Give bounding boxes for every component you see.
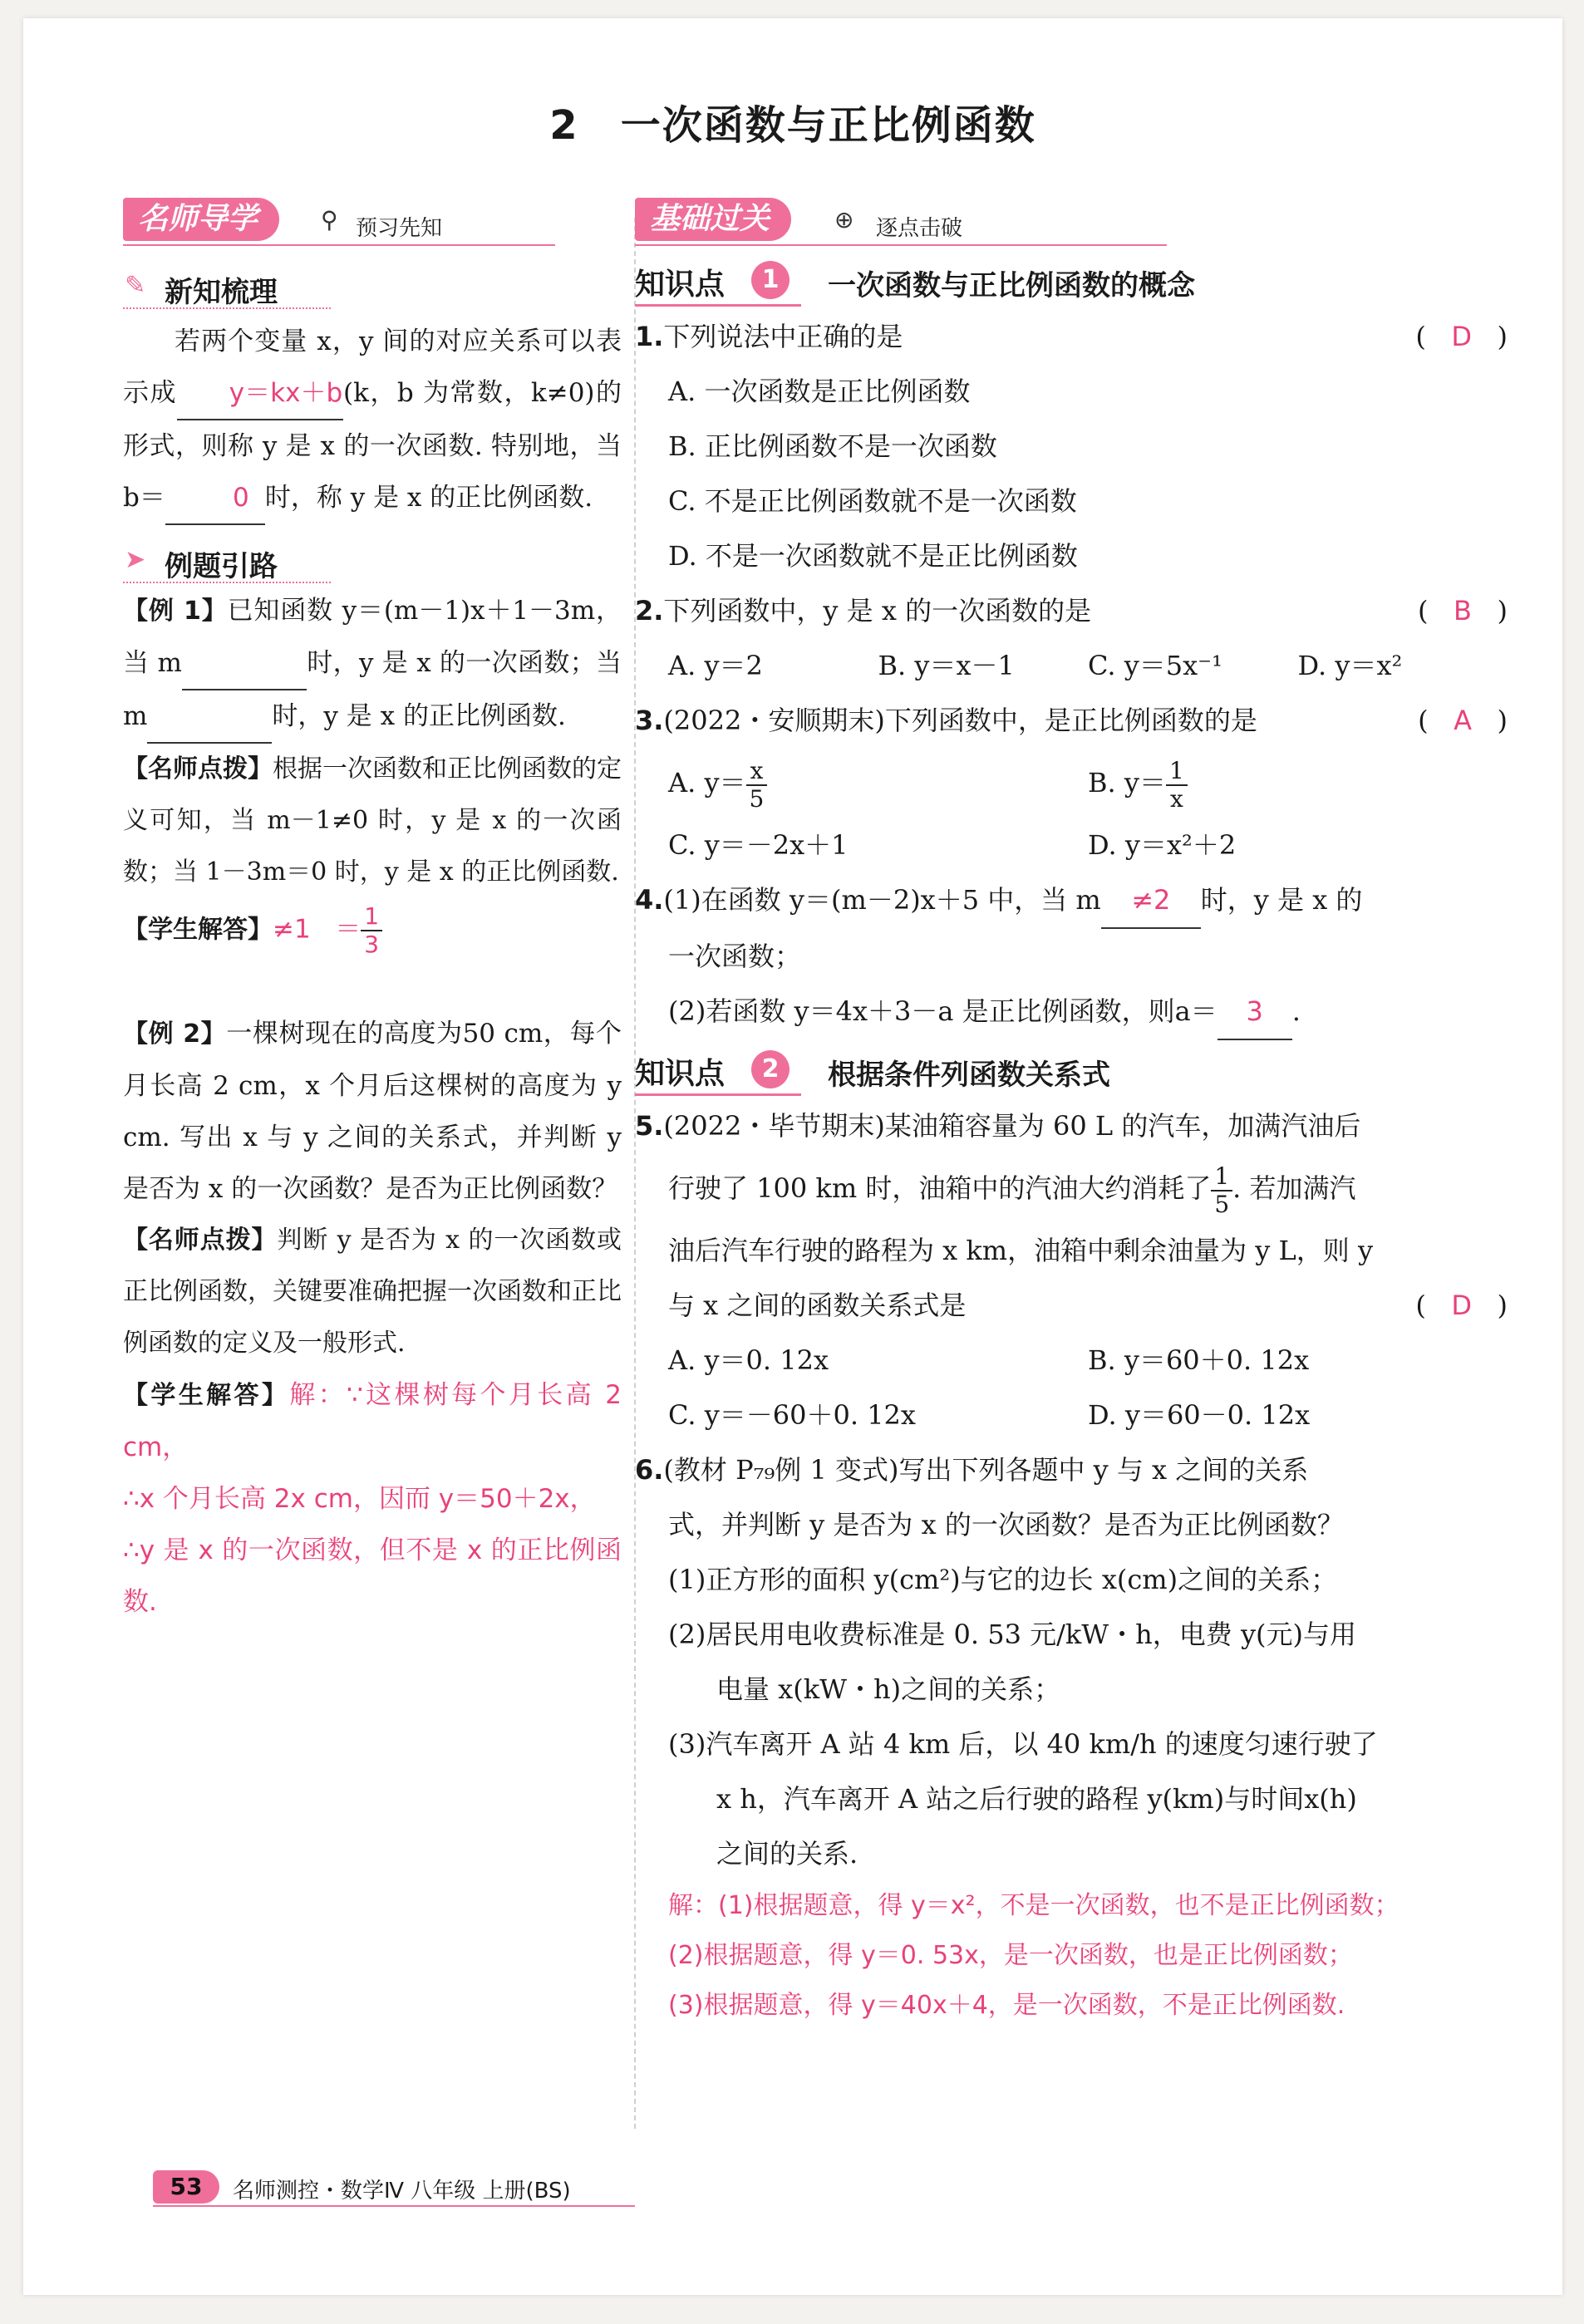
question-4-part-1a: (1)在函数 y＝(m－2)x＋5 中，当 m — [663, 884, 1101, 916]
answer-bracket: ( B ) — [1418, 595, 1508, 626]
example-1-text-b: 时，y 是 x 的一次函数；当 m — [123, 648, 622, 731]
question-stem: 下列说法中正确的是 — [663, 321, 903, 352]
question-6-item-3a: (3)汽车离开 A 站 4 km 后，以 40 km/h 的速度匀速行驶了 — [668, 1728, 1378, 1760]
pencil-icon: ✎ — [125, 271, 146, 300]
option-c: C. y＝－2x＋1 — [668, 829, 849, 861]
question-3 — [635, 693, 1508, 748]
left-banner-tag: 名师导学 — [123, 198, 279, 241]
question-5 — [635, 1098, 1508, 1153]
answer-bracket: ( D ) — [1415, 321, 1508, 352]
fraction-numerator: 1 — [1211, 1163, 1232, 1191]
question-5-line-2 — [635, 1153, 1508, 1223]
answer-2-label: 【学生解答】 — [123, 1381, 290, 1410]
options-row — [635, 748, 1508, 818]
options-row — [635, 638, 1508, 693]
tip-1-text: 根据一次函数和正比例函数的定义可知，当 m－1≠0 时，y 是 x 的一次函数；当 1－3m＝0 时，y 是 x 的正比例函数. — [123, 754, 622, 887]
right-column — [635, 193, 1508, 2031]
example-1-text-c: 时，y 是 x 的正比例函数. — [272, 701, 566, 731]
question-2 — [635, 583, 1508, 638]
tip-2 — [123, 1215, 622, 1369]
xinzhi-text-2: (k，b 为常数，k≠0)的形式，则称 y 是 x 的一次函数. 特别地，当 b＝ — [123, 378, 622, 513]
question-5-line-1: (2022・毕节期末)某油箱容量为 60 L 的汽车，加满汽油后 — [663, 1110, 1361, 1142]
kp1-title: 一次函数与正比例函数的概念 — [828, 269, 1195, 302]
example-1 — [123, 585, 622, 744]
fraction-denominator: 3 — [364, 931, 380, 958]
question-stem: 与 x 之间的函数关系式是 — [668, 1290, 967, 1321]
question-number: 5. — [635, 1110, 664, 1142]
answer-1-value-b: ＝ — [335, 914, 362, 945]
tip-2-text: 判断 y 是否为 x 的一次函数或正比例函数，关键要准确把握一次函数和正比例函数的定义及一般形式. — [123, 1226, 622, 1358]
example-2-label: 【例 2】 — [123, 1020, 227, 1049]
fill-blank: ≠2 — [1101, 872, 1201, 929]
question-5-fraction — [1211, 1163, 1232, 1218]
answer-2 — [123, 1369, 622, 1473]
target-icon: ⊕ — [834, 206, 854, 233]
signpost-icon: ➤ — [125, 545, 146, 574]
xinzhi-text-1: 若两个变量 x，y 间的对应关系可以表示成 — [123, 327, 622, 408]
magnifier-icon: ⚲ — [321, 206, 338, 233]
question-5-line-2a: 行驶了 100 km 时，油箱中的汽油大约消耗了 — [668, 1172, 1212, 1204]
option-b: B. y＝x－1 — [878, 650, 1015, 681]
xinzhi-text-3: 时，称 y 是 x 的正比例函数. — [264, 483, 593, 513]
kp1-tag: 知识点 — [635, 268, 726, 302]
question-number: 4. — [635, 884, 664, 916]
answer-bracket: ( D ) — [1415, 1290, 1508, 1321]
options-row — [635, 1333, 1508, 1388]
option-b — [1088, 748, 1508, 818]
kp2-tag: 知识点 — [635, 1057, 726, 1091]
question-6-line-1: (教材 P₇₉例 1 变式)写出下列各题中 y 与 x 之间的关系 — [663, 1454, 1309, 1486]
fraction-numerator: 1 — [361, 903, 382, 931]
solution-line-3: (3)根据题意，得 y＝40x＋4，是一次函数，不是正比例函数. — [668, 1991, 1345, 2020]
question-number: 6. — [635, 1454, 664, 1486]
footer-line — [153, 2205, 635, 2207]
right-banner-line — [635, 244, 1167, 246]
question-4-part-2a: (2)若函数 y＝4x＋3－a 是正比例函数，则a＝ — [668, 995, 1218, 1027]
answer-2-line-2: ∴x 个月长高 2x cm，因而 y＝50＋2x， — [123, 1484, 596, 1514]
kp1-number: 1 — [751, 261, 790, 299]
page-sheet — [23, 18, 1562, 2295]
section-liti-title: 例题引路 — [165, 550, 278, 583]
question-6 — [635, 1442, 1508, 1497]
option-b-fraction — [1166, 758, 1188, 813]
option-a: A. 一次函数是正比例函数 — [668, 376, 971, 407]
fraction-denominator: 5 — [1214, 1190, 1230, 1218]
answer-bracket: ( A ) — [1418, 705, 1508, 736]
page-title: 2 一次函数与正比例函数 — [549, 102, 1036, 149]
left-banner-sub: 预习先知 — [356, 216, 443, 241]
xinzhi-paragraph — [123, 316, 622, 525]
question-stem: 下列函数中，y 是 x 的一次函数的是 — [663, 595, 1092, 626]
section-underline — [123, 307, 331, 309]
option-b: B. 正比例函数不是一次函数 — [668, 430, 997, 462]
option-a — [668, 748, 1088, 818]
tip-1-label: 【名师点拨】 — [123, 754, 273, 784]
question-6-item-3c: 之间的关系. — [716, 1838, 858, 1870]
fill-blank-1: y＝kx＋b — [177, 367, 343, 420]
question-4-part-1b: 时，y 是 x 的 — [1200, 884, 1363, 916]
question-6-item-2b: 电量 x(kW・h)之间的关系； — [716, 1673, 1061, 1705]
blank — [182, 637, 307, 690]
question-4 — [635, 872, 1508, 929]
question-1 — [635, 309, 1508, 364]
question-4-part-2b: . — [1291, 995, 1301, 1027]
option-a: A. y＝0. 12x — [668, 1344, 829, 1376]
question-number: 2. — [635, 595, 664, 626]
question-5-line-3: 油后汽车行驶的路程为 x km，油箱中剩余油量为 y L，则 y — [668, 1235, 1374, 1266]
example-1-label: 【例 1】 — [123, 597, 228, 626]
solution-line-1: 解：(1)根据题意，得 y＝x²，不是一次函数，也不是正比例函数； — [668, 1891, 1400, 1920]
solution-line-2: (2)根据题意，得 y＝0. 53x，是一次函数，也是正比例函数； — [668, 1941, 1353, 1970]
question-6-item-3b: x h，汽车离开 A 站之后行驶的路程 y(km)与时间x(h) — [716, 1783, 1357, 1815]
section-xinzhi-title: 新知梳理 — [165, 276, 278, 309]
option-b-text: B. y＝ — [1088, 767, 1166, 798]
fraction-numerator: x — [746, 758, 768, 786]
left-banner-line — [123, 244, 555, 246]
answer-1 — [123, 903, 622, 958]
example-1-text-a: 已知函数 y＝(m－1)x＋1－3m，当 m — [123, 596, 622, 678]
answer-1-label: 【学生解答】 — [123, 915, 273, 945]
question-6-item-1: (1)正方形的面积 y(cm²)与它的边长 x(cm)之间的关系； — [668, 1564, 1338, 1595]
fraction-denominator: 5 — [749, 784, 765, 813]
kp2-number: 2 — [751, 1050, 790, 1088]
option-d: D. 不是一次函数就不是正比例函数 — [668, 540, 1078, 572]
answer-2-line-1: 解：∵这棵树每个月长高 2 cm， — [123, 1380, 622, 1462]
kp2-underline — [635, 1093, 801, 1096]
knowledge-point-1 — [635, 258, 1508, 309]
question-number: 1. — [635, 321, 664, 352]
right-banner-sub: 逐点击破 — [876, 216, 963, 241]
question-5-line-4 — [635, 1278, 1508, 1333]
option-a: A. y＝2 — [668, 650, 763, 681]
answer-1-fraction — [361, 903, 382, 958]
knowledge-point-2 — [635, 1047, 1508, 1098]
left-banner — [123, 193, 622, 251]
option-c: C. y＝5x⁻¹ — [1088, 650, 1222, 681]
tip-2-label: 【名师点拨】 — [123, 1226, 278, 1255]
right-banner — [635, 193, 1508, 251]
kp2-title: 根据条件列函数关系式 — [828, 1059, 1110, 1092]
answer-choice: B — [1454, 595, 1472, 626]
option-d: D. y＝x²＋2 — [1088, 829, 1237, 861]
option-c: C. y＝－60＋0. 12x — [668, 1399, 916, 1431]
fill-blank-2: 0 — [165, 472, 265, 525]
question-6-item-2a: (2)居民用电收费标准是 0. 53 元/kW・h，电费 y(元)与用 — [668, 1619, 1356, 1650]
right-banner-tag: 基础过关 — [635, 198, 791, 241]
question-stem: (2022・安顺期末)下列函数中，是正比例函数的是 — [663, 705, 1257, 736]
question-5-line-2b: . 若加满汽 — [1232, 1172, 1356, 1204]
answer-choice: D — [1451, 1290, 1472, 1321]
section-underline — [123, 582, 331, 583]
example-2-text: 一棵树现在的高度为50 cm，每个月长高 2 cm，x 个月后这棵树的高度为 y cm. 写出 x 与 y 之间的关系式，并判断 y 是否为 x 的一次函数？是否为正比例函数？ — [123, 1019, 622, 1204]
example-2 — [123, 1008, 622, 1215]
fraction-numerator: 1 — [1166, 758, 1188, 786]
footer-text: 名师测控・数学Ⅳ 八年级 上册(BS) — [233, 2179, 571, 2204]
section-xinzhi — [123, 263, 622, 311]
fraction-denominator: x — [1169, 784, 1183, 813]
answer-choice: A — [1454, 705, 1472, 736]
option-a-text: A. y＝ — [668, 767, 746, 798]
option-d: D. y＝x² — [1297, 650, 1403, 681]
tip-1 — [123, 744, 622, 898]
fill-blank: 3 — [1218, 984, 1292, 1040]
left-column — [123, 193, 622, 1628]
answer-choice: D — [1451, 321, 1472, 352]
option-a-fraction — [746, 758, 768, 813]
question-number: 3. — [635, 705, 664, 736]
answer-2-line-3: ∴y 是 x 的一次函数，但不是 x 的正比例函数. — [123, 1535, 622, 1617]
answer-1-value-a: ≠1 — [273, 914, 311, 945]
kp1-underline — [635, 304, 801, 307]
blank — [147, 690, 272, 744]
option-d: D. y＝60－0. 12x — [1088, 1399, 1311, 1431]
options-row — [635, 818, 1508, 872]
section-liti — [123, 537, 622, 585]
page-footer — [131, 2170, 663, 2207]
question-4-part-2 — [635, 984, 1508, 1040]
page-number: 53 — [153, 2170, 219, 2204]
options-row — [635, 1388, 1508, 1442]
option-c: C. 不是正比例函数就不是一次函数 — [668, 485, 1077, 517]
question-4-part-1c: 一次函数； — [668, 941, 802, 972]
option-b: B. y＝60＋0. 12x — [1088, 1344, 1310, 1376]
question-6-line-2: 式，并判断 y 是否为 x 的一次函数？是否为正比例函数？ — [668, 1509, 1344, 1540]
